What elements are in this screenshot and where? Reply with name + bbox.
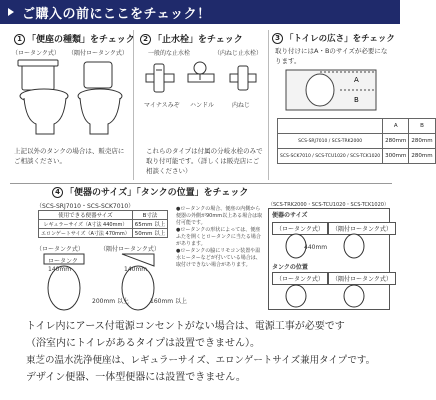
- section4-notes: [176, 206, 264, 269]
- table-header: B寸法: [132, 211, 167, 220]
- dim-200: 200mm 以上: [92, 298, 130, 305]
- right-tag: （隅付ロータンク式）: [328, 222, 396, 235]
- section4-title-text: 「便器のサイズ」「タンクの位置」をチェック: [65, 188, 249, 198]
- section1-note: 上記以外のタンクの場合は、販売店にご相談ください。: [14, 147, 125, 165]
- section1-label-lowtank: （ロータンク式）: [12, 50, 60, 57]
- section1-title-text: 「便座の種類」をチェック: [27, 35, 135, 45]
- valve-label-slot: マイナスみぞ: [144, 102, 180, 109]
- section2-label-general: 一般的な止水栓: [148, 50, 191, 57]
- right-subtitle-size: 便器のサイズ: [272, 212, 308, 219]
- room-size-illustration: [280, 66, 385, 114]
- table-cell: 50mm 以上: [132, 229, 167, 238]
- table-cell: 280mm: [409, 149, 435, 164]
- table-header-row: [39, 211, 168, 220]
- table-header-row: [278, 119, 436, 134]
- dim-tank: ロータンク: [48, 258, 78, 265]
- right-subtitle-tank: タンクの位置: [272, 264, 308, 271]
- dim-140: 140mm: [48, 266, 72, 273]
- table-row: [39, 220, 168, 229]
- section3-title: [272, 32, 395, 44]
- section-number-badge: 2: [140, 34, 151, 45]
- table-cell: エロンゲートサイズ（A寸法 470mm）: [39, 229, 133, 238]
- table-row: [278, 134, 436, 149]
- section1-label-corner: （隅付ロータンク式）: [68, 50, 128, 57]
- note-item: ●ロータンクの脇にリモコン装置や温水ヒーターなどが付いている場合は、取付けできない場合があります。: [176, 248, 261, 268]
- table-cell: 300mm: [383, 149, 409, 164]
- page-title: ご購入の前にここをチェック！: [22, 7, 211, 22]
- table-cell: SCS-SRJ7010 / SCS-TRK2000: [278, 134, 383, 149]
- bottom-line: 東芝の温水洗浄便座は、レギュラーサイズ、エロンゲートサイズ兼用タイプです。: [26, 355, 376, 366]
- section2-title: [140, 32, 243, 45]
- section-number-badge: 3: [272, 33, 283, 44]
- table-cell: SCS-SCK7010 / SCS-TCU1020 / SCS-TCK1020: [278, 149, 383, 164]
- valve-label-inner: 内ねじ: [232, 102, 251, 109]
- table-row: [39, 229, 168, 238]
- label-a: A: [354, 76, 359, 84]
- right-tag: （隅付ロータンク式）: [328, 272, 396, 285]
- section4-model-right: （SCS-TRK2000・SCS-TCU1020・SCS-TCK1020）: [268, 202, 389, 208]
- divider: [133, 30, 134, 180]
- bottom-notes: [26, 318, 396, 386]
- bottom-line: （浴室内にトイレがあるタイプは設置できません）。: [26, 338, 260, 349]
- toilet-size-table: [38, 210, 168, 238]
- label-b: B: [354, 96, 359, 104]
- right-tag: （ロータンク式）: [272, 272, 328, 285]
- toilet-illustration: [14, 58, 129, 138]
- bottom-line: トイレ内にアース付電源コンセントがない場合は、電源工事が必要です: [26, 321, 345, 332]
- triangle-icon: [8, 8, 14, 16]
- table-cell: レギュラーサイズ（A寸法 440mm）: [39, 220, 133, 229]
- table-cell: 65mm 以上: [132, 220, 167, 229]
- section2-label-inner: （内ねじ止水栓）: [214, 50, 263, 57]
- table-cell: 280mm: [383, 134, 409, 149]
- section4-model-left: （SCS-SRJ7010・SCS-SCK7010）: [36, 203, 135, 210]
- section1-title: [14, 32, 135, 45]
- dim-440: 440mm: [304, 244, 328, 251]
- table-header: A: [383, 119, 409, 134]
- section2-note: これらのタイプは付属の分岐水栓のみで取り付可能です。（詳しくは販売店にご相談ください）: [146, 147, 263, 175]
- divider: [268, 30, 269, 180]
- size-table: [277, 118, 436, 164]
- section-number-badge: 1: [14, 34, 25, 45]
- dim-140-b: 140mm: [124, 266, 148, 273]
- note-item: ●ロータンクの形状によっては、便座ふたを開くとロータンクに当たる場合があります。: [176, 227, 261, 247]
- section3-title-text: 「トイレの広さ」をチェック: [285, 34, 395, 44]
- table-row: [278, 149, 436, 164]
- note-item: ●ロータンクの場合、便座の内側から便器の外側が90mm以上ある場合は取付可能です。: [176, 206, 263, 226]
- right-tag: （ロータンク式）: [272, 222, 328, 235]
- valve-illustration: [140, 60, 265, 100]
- toilet-size-outline: [276, 232, 386, 260]
- table-header: 使用できる便器サイズ: [39, 211, 133, 220]
- header-bar: [0, 0, 400, 24]
- table-cell: 280mm: [409, 134, 435, 149]
- tank-label: （ロータンク式）: [36, 246, 84, 253]
- divider: [10, 183, 392, 184]
- section4-title: [52, 185, 248, 198]
- section2-title-text: 「止水栓」をチェック: [153, 35, 243, 45]
- section-number-badge: 4: [52, 187, 63, 198]
- corner-tank-label: （隅付ロータンク式）: [100, 246, 160, 253]
- valve-label-handle: ハンドル: [190, 102, 215, 109]
- table-header: B: [409, 119, 435, 134]
- table-header: [278, 119, 383, 134]
- bottom-line: デザイン便器、一体型便器には設置できません。: [26, 372, 246, 383]
- dim-160: 160mm 以上: [150, 298, 188, 305]
- tank-position-outline: [276, 282, 386, 308]
- section3-note: 取り付けにはA・Bのサイズが必要になります。: [275, 47, 388, 65]
